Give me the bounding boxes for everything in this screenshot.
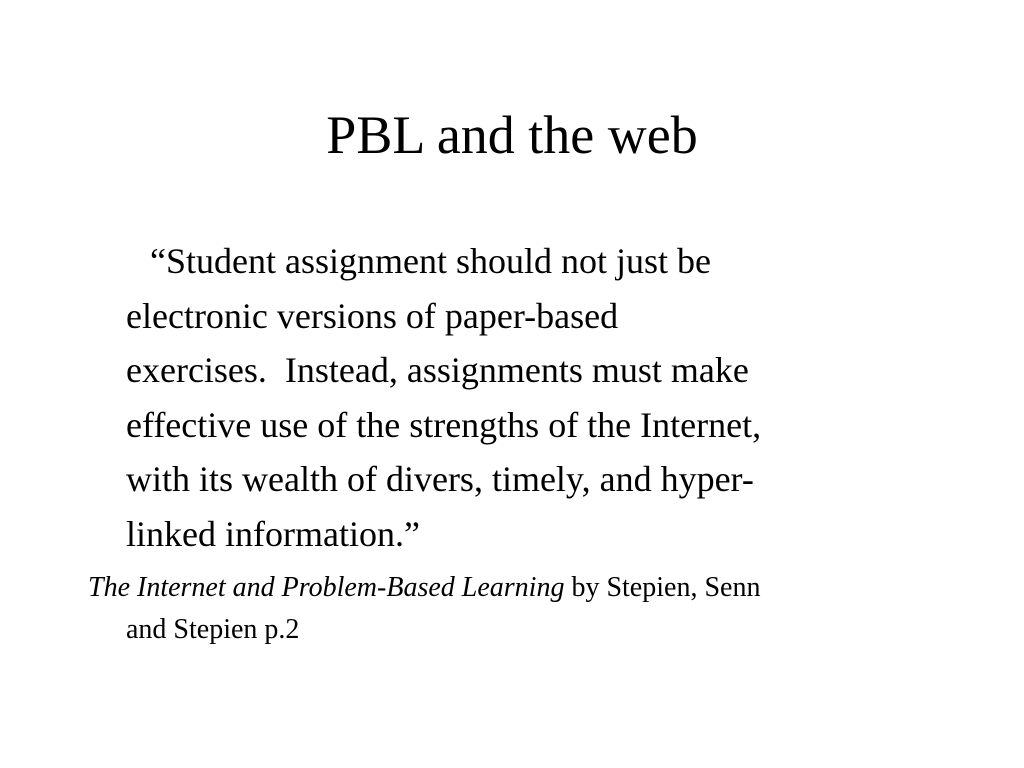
quote-line: with its wealth of divers, timely, and hyper- [126,459,754,499]
quote-block [126,234,956,561]
citation-line-1 [88,567,948,609]
quote-line: effective use of the strengths of the Internet, [126,404,762,445]
quote-line: exercises. Instead, assignments must make [126,350,749,390]
slide-title: PBL and the web [326,105,698,165]
quote-line: electronic versions of paper-based [126,295,619,336]
citation [88,567,948,651]
quote-line: “Student assignment should not just be [150,241,711,281]
citation-authors: by Stepien, Senn [564,572,761,603]
citation-line-2: and Stepien p.2 [126,614,300,645]
quote-line: linked information.” [126,513,420,554]
book-title: The Internet and Problem-Based Learning [88,572,565,603]
